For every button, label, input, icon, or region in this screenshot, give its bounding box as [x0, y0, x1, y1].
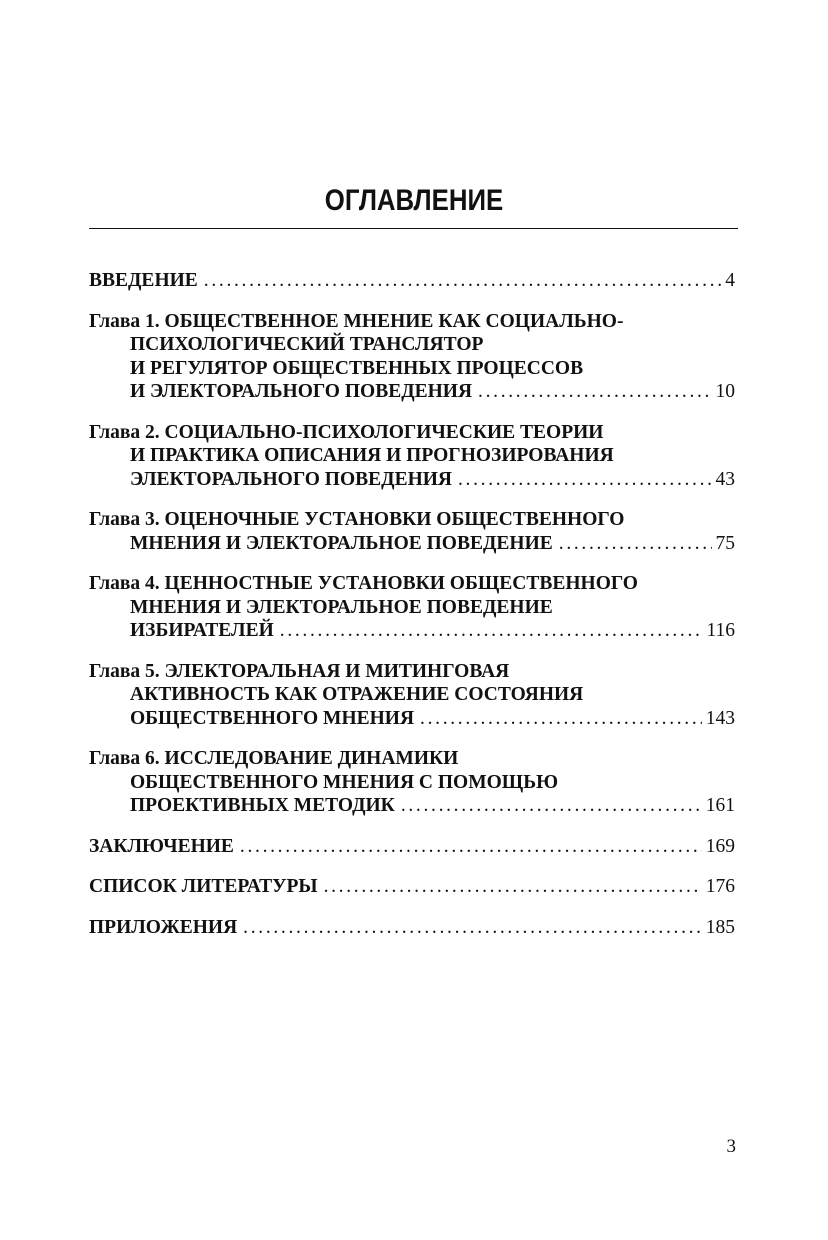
toc-leader-dots	[204, 269, 721, 293]
toc-entry-chapter-3[interactable]	[89, 508, 735, 555]
toc-entry-line: Глава 5. ЭЛЕКТОРАЛЬНАЯ И МИТИНГОВАЯ	[89, 660, 510, 682]
title-rule	[89, 228, 738, 229]
toc-page-number: 10	[715, 381, 735, 402]
toc-entry-title: ОБЩЕСТВЕННОГО МНЕНИЯ	[130, 707, 415, 729]
toc-leader-dots	[478, 380, 711, 404]
toc-page-number: 75	[715, 532, 735, 554]
toc-entry-line: И РЕГУЛЯТОР ОБЩЕСТВЕННЫХ ПРОЦЕССОВ	[130, 357, 584, 379]
toc-entry-title: И ЭЛЕКТОРАЛЬНОГО ПОВЕДЕНИЯ	[130, 381, 473, 402]
toc-page-number: 185	[705, 916, 735, 938]
toc-leader-dots	[240, 835, 702, 859]
toc-entry-title: ПРОЕКТИВНЫХ МЕТОДИК	[130, 795, 395, 816]
toc-entry-line: И ПРАКТИКА ОПИСАНИЯ И ПРОГНОЗИРОВАНИЯ	[130, 445, 614, 466]
toc-leader-dots	[458, 468, 712, 492]
toc-entry-chapter-2[interactable]	[89, 421, 735, 492]
toc-entry-introduction[interactable]	[89, 269, 735, 293]
toc-leader-dots	[280, 619, 703, 643]
toc-entry-line: Глава 6. ИССЛЕДОВАНИЕ ДИНАМИКИ	[89, 748, 459, 769]
toc-page-number: 116	[706, 620, 735, 641]
toc-leader-dots	[401, 794, 702, 818]
table-of-contents	[89, 269, 735, 939]
toc-entry-title: ЭЛЕКТОРАЛЬНОГО ПОВЕДЕНИЯ	[130, 468, 452, 490]
toc-entry-title: ЗАКЛЮЧЕНИЕ	[89, 835, 234, 857]
toc-page-number: 169	[705, 835, 735, 857]
toc-entry-title: СПИСОК ЛИТЕРАТУРЫ	[89, 876, 318, 897]
toc-entry-appendices[interactable]	[89, 916, 735, 940]
toc-page-number: 176	[705, 876, 735, 897]
toc-entry-line: ПСИХОЛОГИЧЕСКИЙ ТРАНСЛЯТОР	[130, 334, 484, 355]
toc-entry-title: ПРИЛОЖЕНИЯ	[89, 916, 238, 938]
toc-entry-line: Глава 2. СОЦИАЛЬНО-ПСИХОЛОГИЧЕСКИЕ ТЕОРИИ	[89, 421, 604, 443]
toc-entry-chapter-5[interactable]	[89, 660, 735, 731]
toc-page-number: 43	[715, 468, 735, 490]
toc-entry-chapter-1[interactable]	[89, 310, 735, 404]
toc-leader-dots	[324, 875, 702, 899]
toc-leader-dots	[420, 707, 702, 731]
page-title: ОГЛАВЛЕНИЕ	[324, 184, 504, 217]
toc-entry-title: ИЗБИРАТЕЛЕЙ	[130, 620, 274, 641]
toc-entry-line: АКТИВНОСТЬ КАК ОТРАЖЕНИЕ СОСТОЯНИЯ	[130, 684, 584, 705]
toc-entry-title: МНЕНИЯ И ЭЛЕКТОРАЛЬНОЕ ПОВЕДЕНИЕ	[130, 532, 553, 554]
toc-leader-dots	[243, 916, 702, 940]
toc-entry-chapter-6[interactable]	[89, 747, 735, 818]
toc-entry-line: Глава 3. ОЦЕНОЧНЫЕ УСТАНОВКИ ОБЩЕСТВЕННОГО	[89, 509, 625, 530]
toc-page-number: 143	[705, 707, 735, 729]
toc-entry-line: ОБЩЕСТВЕННОГО МНЕНИЯ С ПОМОЩЬЮ	[130, 771, 559, 793]
toc-entry-conclusion[interactable]	[89, 835, 735, 859]
toc-page-number: 161	[705, 795, 735, 816]
toc-entry-title: ВВЕДЕНИЕ	[89, 270, 198, 291]
page-number: 3	[726, 1136, 736, 1157]
toc-entry-chapter-4[interactable]	[89, 572, 735, 643]
toc-entry-line: Глава 4. ЦЕННОСТНЫЕ УСТАНОВКИ ОБЩЕСТВЕННОГО	[89, 573, 638, 594]
toc-leader-dots	[559, 532, 712, 556]
toc-page-number: 4	[725, 270, 735, 291]
toc-entry-line: Глава 1. ОБЩЕСТВЕННОЕ МНЕНИЕ КАК СОЦИАЛЬНО-	[89, 310, 624, 332]
toc-entry-bibliography[interactable]	[89, 875, 735, 899]
toc-entry-line: МНЕНИЯ И ЭЛЕКТОРАЛЬНОЕ ПОВЕДЕНИЕ	[130, 596, 553, 618]
